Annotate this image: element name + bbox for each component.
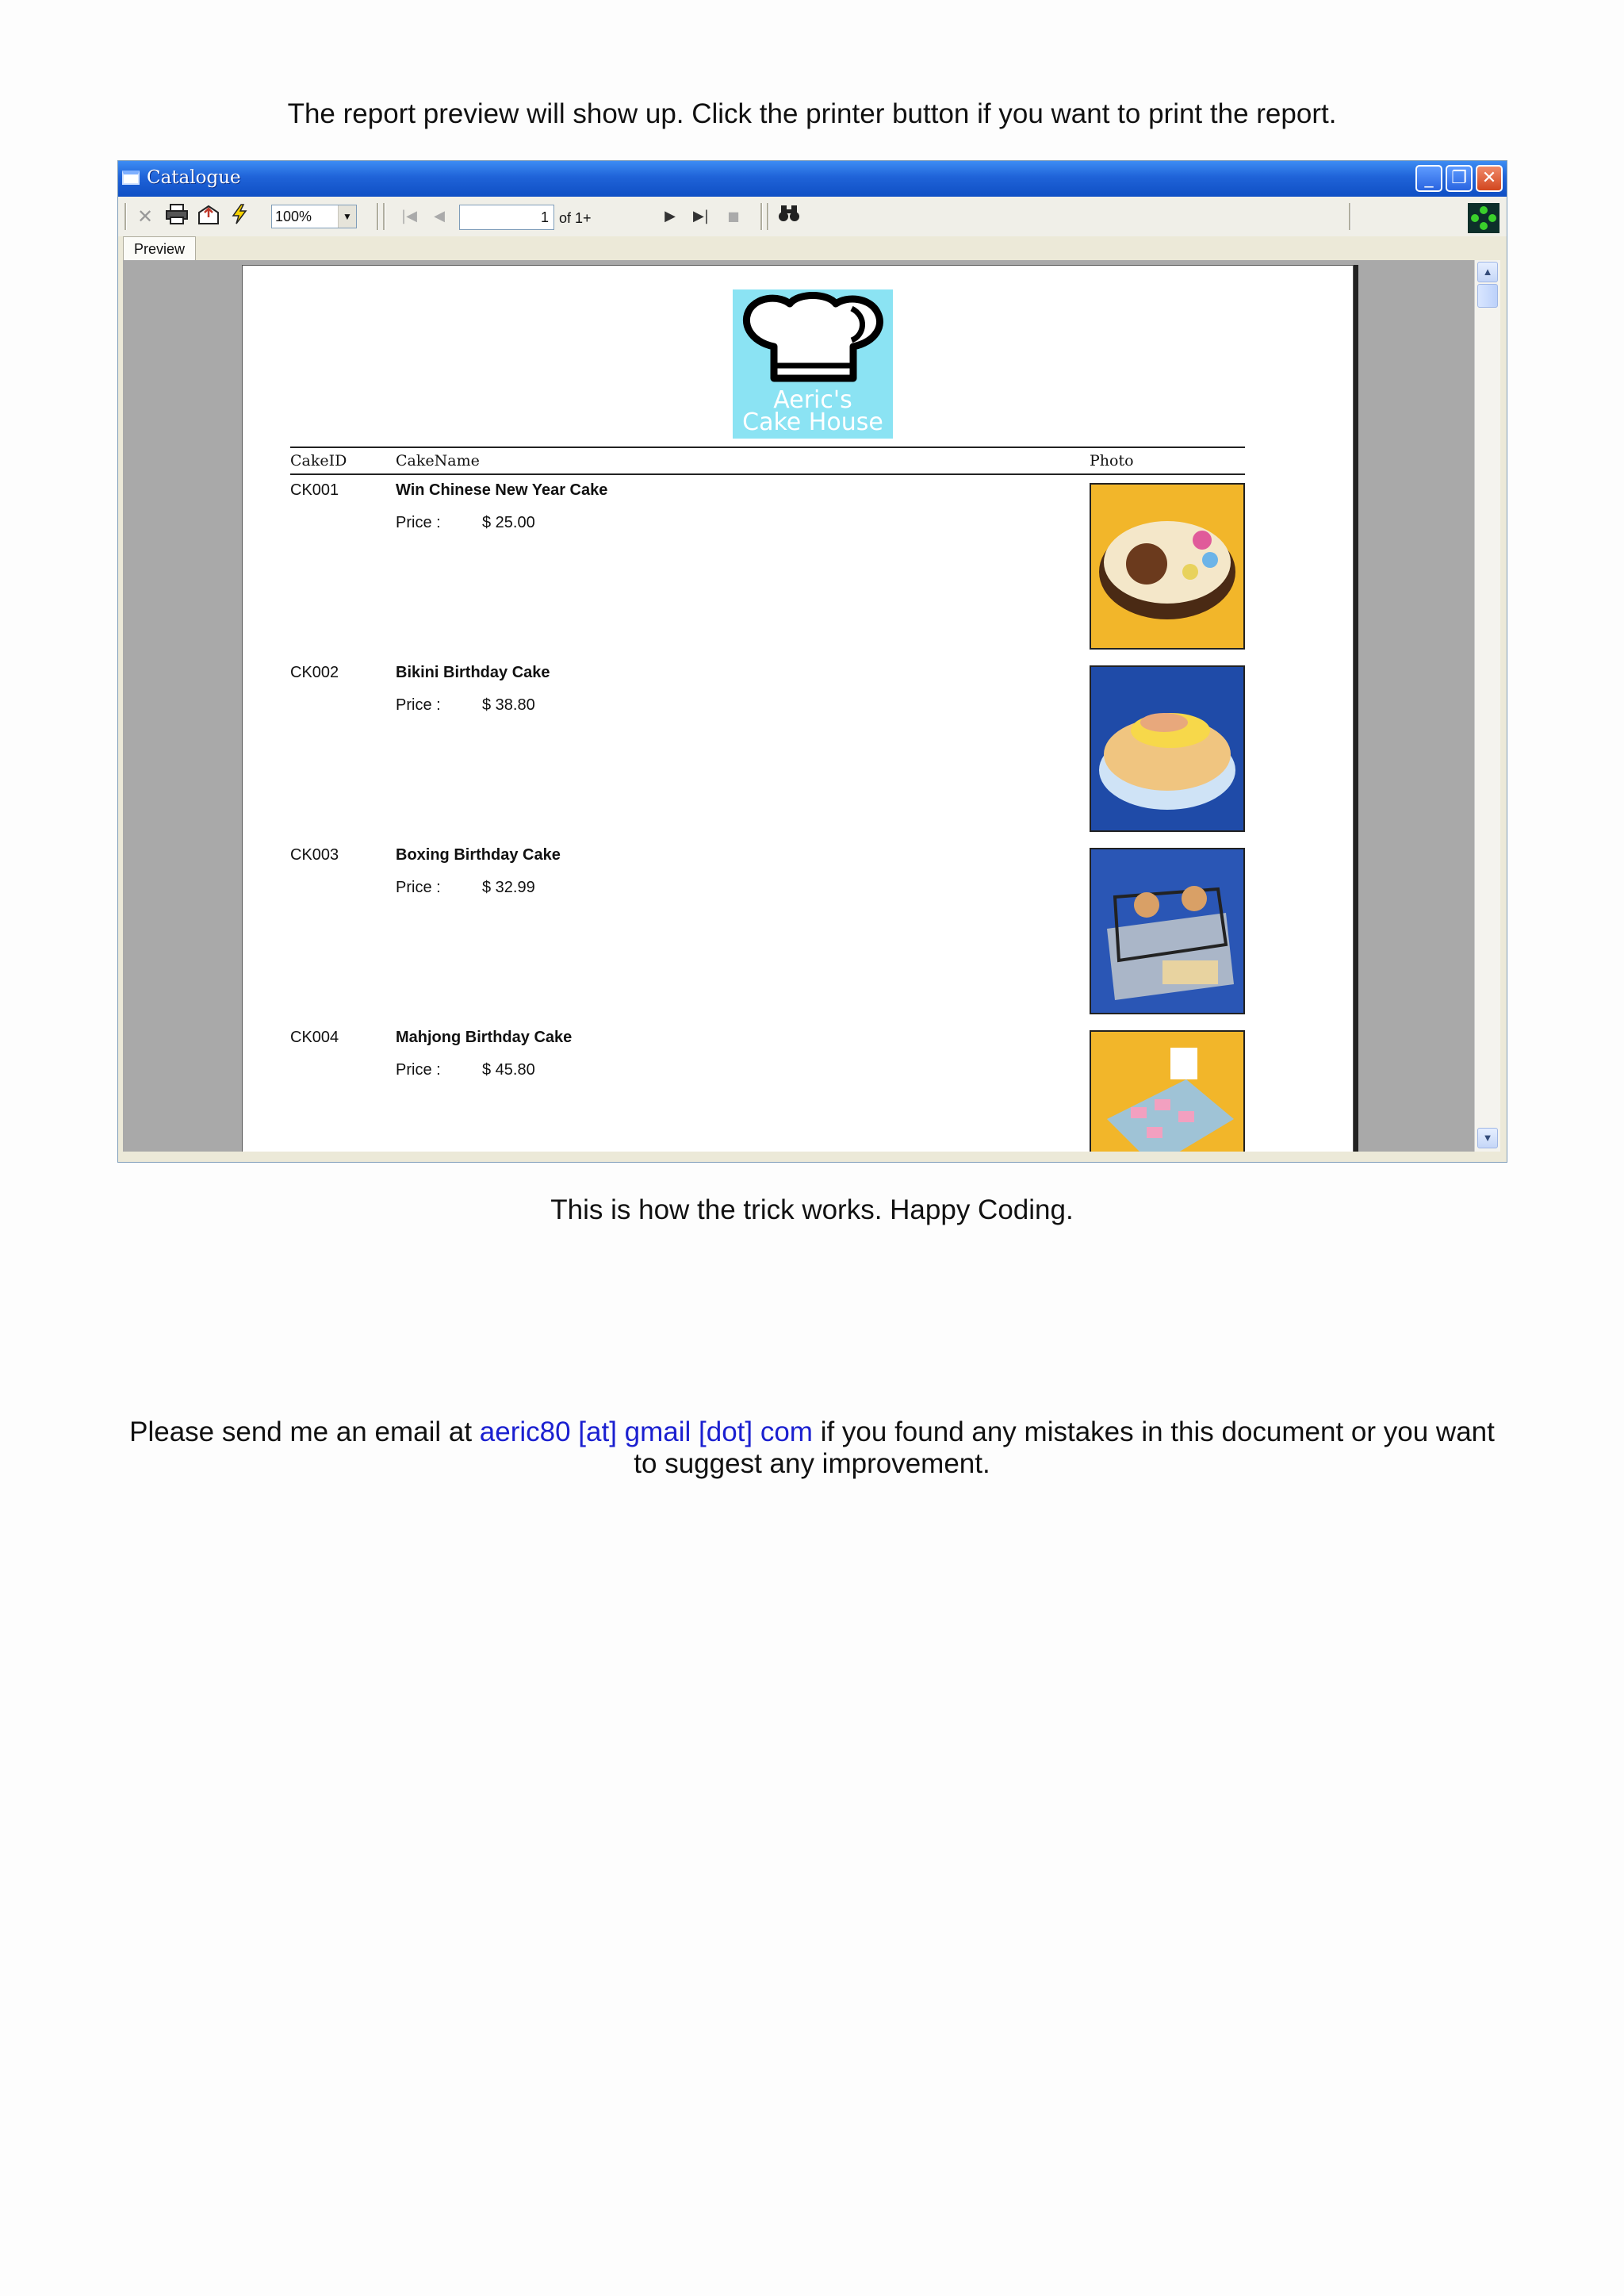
- price-value: $ 25.00: [482, 514, 535, 531]
- cake-name: Win Chinese New Year Cake: [396, 481, 608, 499]
- report-page: [242, 265, 1354, 1152]
- cake-id: CK002: [290, 664, 339, 681]
- cake-id: CK003: [290, 846, 339, 864]
- column-header-id: CakeID: [290, 452, 347, 470]
- chevron-down-icon[interactable]: ▼: [338, 205, 356, 228]
- window-title: Catalogue: [147, 167, 241, 188]
- vertical-scrollbar[interactable]: [1474, 260, 1500, 1152]
- price-value: $ 45.80: [482, 1061, 535, 1079]
- logo-line2: Cake House: [742, 408, 883, 436]
- price-label: Price :: [396, 696, 441, 714]
- page-number-input[interactable]: 1: [459, 205, 554, 230]
- printer-icon[interactable]: [164, 203, 190, 230]
- cake-photo: [1090, 1030, 1245, 1152]
- toolbar-separator: [124, 203, 127, 230]
- logo-line1: Aeric's: [773, 386, 852, 414]
- last-page-icon[interactable]: ▶|: [693, 208, 709, 224]
- cake-id: CK004: [290, 1029, 339, 1046]
- cake-name: Boxing Birthday Cake: [396, 846, 561, 864]
- toolbar: [118, 197, 1507, 237]
- stop-icon[interactable]: ■: [727, 209, 740, 224]
- cake-name: Bikini Birthday Cake: [396, 664, 550, 681]
- intro-text: The report preview will show up. Click the printer button if you want to print the report.: [287, 98, 1337, 129]
- zoom-value: 100%: [275, 209, 312, 224]
- window-icon: [122, 171, 140, 185]
- email-link[interactable]: aeric80 [at] gmail [dot] com: [479, 1416, 813, 1447]
- previous-page-icon[interactable]: ◀: [434, 208, 445, 224]
- cake-photo: [1090, 848, 1245, 1014]
- contact-paragraph: [119, 1416, 1505, 1480]
- page-count: of 1+: [559, 210, 592, 226]
- outro-text: This is how the trick works. Happy Coding.: [550, 1194, 1074, 1225]
- price-label: Price :: [396, 514, 441, 531]
- cake-id: CK001: [290, 481, 339, 499]
- refresh-icon[interactable]: [228, 203, 251, 230]
- column-header-name: CakeName: [396, 452, 480, 470]
- cake-name: Mahjong Birthday Cake: [396, 1029, 573, 1046]
- catalogue-window: [117, 160, 1507, 1163]
- tab-strip: [118, 236, 1507, 260]
- zoom-select[interactable]: [271, 205, 357, 228]
- contact-text-before: Please send me an email at: [129, 1416, 480, 1447]
- export-icon[interactable]: [196, 203, 221, 230]
- contact-text-after: if you found any mistakes in this document or you want to suggest any improvement.: [634, 1416, 1495, 1479]
- restore-button[interactable]: ❐: [1446, 165, 1473, 192]
- minimize-button[interactable]: _: [1415, 165, 1442, 192]
- cake-photo: [1090, 483, 1245, 650]
- close-button[interactable]: ✕: [1476, 165, 1503, 192]
- toolbar-separator: [760, 203, 763, 230]
- search-binoculars-icon[interactable]: [776, 203, 802, 230]
- chef-hat-icon: [733, 289, 893, 393]
- price-label: Price :: [396, 879, 441, 896]
- toolbar-separator: [377, 203, 379, 230]
- title-bar[interactable]: [118, 161, 1507, 197]
- preview-viewport[interactable]: [123, 260, 1474, 1152]
- header-bottom-rule: [290, 473, 1245, 475]
- price-label: Price :: [396, 1061, 441, 1079]
- toolbar-separator: [1349, 203, 1351, 230]
- header-top-rule: [290, 447, 1245, 448]
- toolbar-separator: [767, 203, 769, 230]
- tab-preview[interactable]: Preview: [123, 236, 196, 260]
- price-value: $ 32.99: [482, 879, 535, 896]
- next-page-icon[interactable]: ▶: [665, 208, 676, 224]
- price-value: $ 38.80: [482, 696, 535, 714]
- toolbar-separator: [383, 203, 385, 230]
- status-indicator-icon: [1468, 203, 1500, 233]
- scroll-thumb[interactable]: [1477, 284, 1498, 308]
- column-header-photo: Photo: [1090, 452, 1134, 470]
- close-preview-icon[interactable]: ✕: [136, 205, 154, 228]
- cake-photo: [1090, 665, 1245, 832]
- cake-house-logo: [733, 289, 893, 439]
- scroll-up-icon[interactable]: ▲: [1477, 262, 1498, 282]
- first-page-icon[interactable]: |◀: [401, 208, 417, 224]
- scroll-down-icon[interactable]: ▼: [1477, 1128, 1498, 1148]
